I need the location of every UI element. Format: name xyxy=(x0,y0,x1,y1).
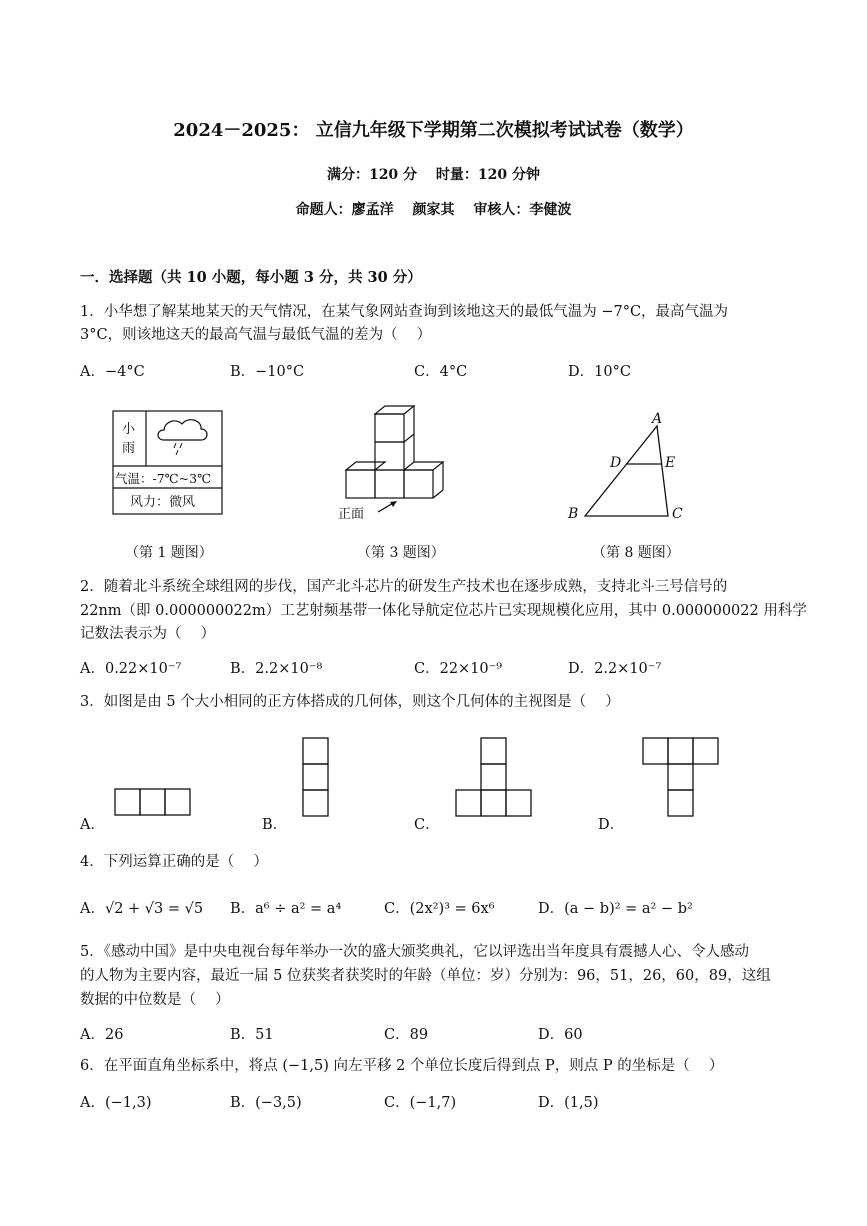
question-5-line-3: 数据的中位数是（ ） xyxy=(80,992,230,1008)
q3-option-b: B． xyxy=(262,817,288,833)
weather-label-2: 雨 xyxy=(122,441,136,456)
q4-option-c: C．(2x²)³ = 6x⁶ xyxy=(384,901,495,917)
wind-label: 风力：微风 xyxy=(130,495,196,510)
point-e-label: E xyxy=(665,455,676,471)
point-c-label: C xyxy=(672,506,683,522)
q4-option-a: A．√2 + √3 = √5 xyxy=(80,901,204,917)
q3-option-b-view xyxy=(302,737,332,819)
authors-line: 命题人：廖孟洋 颜家其 审核人：李健波 xyxy=(295,202,572,218)
figure-1-caption: （第 1 题图） xyxy=(125,545,213,561)
q1-option-b: B．−10°C xyxy=(230,364,305,380)
q2-option-a: A．0.22×10⁻⁷ xyxy=(80,661,182,677)
q4-option-b: B．a⁶ ÷ a² = a⁴ xyxy=(230,901,342,917)
q3-option-a-view xyxy=(114,788,194,818)
question-6-line-1: 6．在平面直角坐标系中，将点 (−1,5) 向左平移 2 个单位长度后得到点 P，则点 P 的坐标是（ ） xyxy=(80,1058,724,1074)
q2-option-d: D．2.2×10⁻⁷ xyxy=(568,661,662,677)
q2-option-b: B．2.2×10⁻⁸ xyxy=(230,661,323,677)
q3-option-a: A． xyxy=(80,817,105,833)
question-5-line-1: 5．《感动中国》是中央电视台每年举办一次的盛大颁奖典礼，它以评选出当年度具有震撼人心、令人感动 xyxy=(80,944,749,960)
q3-option-d: D． xyxy=(598,817,625,833)
question-1-line-2: 3°C，则该地这天的最高气温与最低气温的差为（ ） xyxy=(80,327,432,343)
page-title: 2024－2025： 立信九年级下学期第二次模拟考试试卷（数学） xyxy=(173,120,694,141)
temperature-label: 气温：-7℃~3℃ xyxy=(115,471,212,486)
q1-option-a: A．−4°C xyxy=(80,364,145,380)
q1-option-d: D．10°C xyxy=(568,364,631,380)
q5-option-d: D．60 xyxy=(538,1027,583,1043)
q1-option-c: C．4°C xyxy=(414,364,468,380)
q6-option-d: D．(1,5) xyxy=(538,1095,599,1111)
score-time-line: 满分：120 分 时量：120 分钟 xyxy=(326,167,541,183)
weather-label-1: 小 xyxy=(122,422,136,437)
point-d-label: D xyxy=(610,455,622,471)
figure-8-caption: （第 8 题图） xyxy=(592,545,680,561)
q6-option-b: B．(−3,5) xyxy=(230,1095,302,1111)
q6-option-c: C．(−1,7) xyxy=(384,1095,457,1111)
question-4-line-1: 4．下列运算正确的是（ ） xyxy=(80,854,268,870)
q5-option-b: B．51 xyxy=(230,1027,274,1043)
q3-option-d-view xyxy=(642,737,722,819)
question-2-line-1: 2．随着北斗系统全球组网的步伐，国产北斗芯片的研发生产技术也在逐步成熟，支持北斗三号信号的 xyxy=(80,579,728,595)
question-5-line-2: 的人物为主要内容，最近一届 5 位获奖者获奖时的年龄（单位：岁）分别为：96，51，26，60，89，这组 xyxy=(80,968,771,984)
q6-option-a: A．(−1,3) xyxy=(80,1095,152,1111)
q3-option-c-view xyxy=(455,737,535,819)
question-2-line-3: 记数法表示为（ ） xyxy=(80,626,216,642)
point-a-label: A xyxy=(652,411,663,427)
figure-3-caption: （第 3 题图） xyxy=(357,545,445,561)
q2-option-c: C．22×10⁻⁹ xyxy=(414,661,503,677)
question-1-line-1: 1．小华想了解某地某天的天气情况，在某气象网站查询到该地这天的最低气温为 −7°C，最高气温为 xyxy=(80,304,729,320)
q5-option-c: C．89 xyxy=(384,1027,429,1043)
q3-option-c: C． xyxy=(414,817,440,833)
front-view-label: 正面 xyxy=(338,507,365,522)
question-2-line-2: 22nm（即 0.000000022m）工艺射频基带一体化导航定位芯片已实现规模化应用，其中 0.000000022 用科学 xyxy=(80,603,807,619)
q4-option-d: D．(a − b)² = a² − b² xyxy=(538,901,693,917)
section-heading: 一．选择题（共 10 小题，每小题 3 分，共 30 分） xyxy=(80,269,422,286)
question-3-line-1: 3．如图是由 5 个大小相同的正方体搭成的几何体，则这个几何体的主视图是（ ） xyxy=(80,694,620,710)
q5-option-a: A．26 xyxy=(80,1027,124,1043)
point-b-label: B xyxy=(568,506,579,522)
